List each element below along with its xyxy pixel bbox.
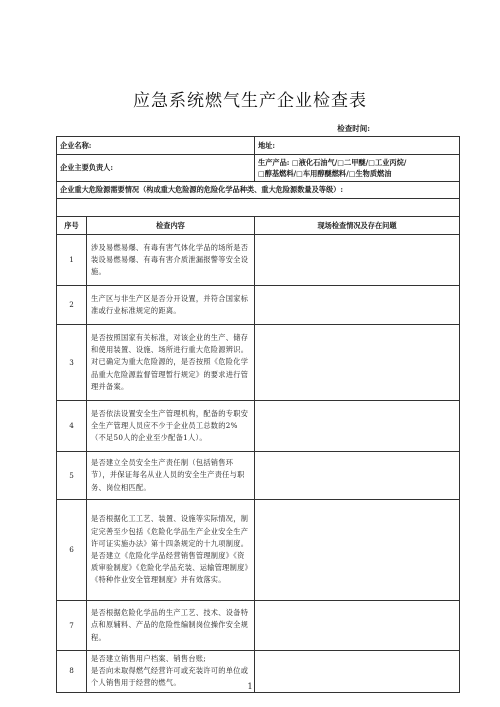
company-name-label: 企业名称: [57, 137, 255, 155]
inspection-table [56, 136, 460, 693]
table-row [57, 286, 460, 325]
page-number: 1 [247, 682, 253, 691]
row-content: 是否根据危险化学品的生产工艺、技术、设备特点和原辅料、产品的危险性编制岗位操作安全规程。 [87, 601, 255, 651]
table-row [57, 601, 460, 651]
row-status-cell [255, 500, 460, 601]
row-no: 7 [57, 601, 87, 651]
row-no: 2 [57, 286, 87, 325]
row-no: 5 [57, 452, 87, 500]
row-content: 生产区与非生产区是否分开设置，并符合国家标准或行业标准规定的距离。 [87, 286, 255, 325]
address-label: 地址: [255, 137, 460, 155]
row-no: 3 [57, 325, 87, 401]
row-no: 8 [57, 651, 87, 693]
row-status-cell [255, 601, 460, 651]
row-content: 是否建立销售用户档案、销售台账; 是否向未取得燃气经营许可或充装许可的单位或个人销售用于经营的燃气。 [87, 651, 255, 693]
table-row [57, 235, 460, 286]
products-cell [255, 155, 460, 182]
header-no: 序号 [57, 217, 87, 235]
products-line-1: 生产产品: □液化石油气/□二甲醚/□工业丙烷/ [258, 158, 407, 167]
hazard-source-label: 企业重大危险源需要情况（构成重大危险源的危险化学品种类、重大危险源数量及等级）: [57, 182, 460, 199]
row-content: 涉及易燃易爆、有毒有害气体化学品的场所是否装设易燃易爆、有毒有害介质泄漏报警等安全设施。 [87, 235, 255, 286]
row-content: 是否建立全员安全生产责任制（包括销售环节），并保证每名从业人员的安全生产责任与职务、岗位相匹配。 [87, 452, 255, 500]
row-status-cell [255, 401, 460, 452]
row-content: 是否按照国家有关标准，对该企业的生产、储存和使用装置、设施、场所进行重大危险源辨识。对已确定为重大危险源的，是否按照《危险化学品重大危险源监督管理暂行规定》的要求进行管理并备案。 [87, 325, 255, 401]
table-row [57, 500, 460, 601]
check-time-label: 检查时间: [337, 124, 370, 133]
table-row [57, 452, 460, 500]
row-status-cell [255, 452, 460, 500]
row-status-cell [255, 286, 460, 325]
row-no: 6 [57, 500, 87, 601]
table-row [57, 401, 460, 452]
table-row [57, 325, 460, 401]
row-status-cell [255, 235, 460, 286]
row-no: 1 [57, 235, 87, 286]
page-title: 应急系统燃气生产企业检查表 [133, 91, 367, 111]
header-status: 现场检查情况及存在问题 [255, 217, 460, 235]
header-content: 检查内容 [87, 217, 255, 235]
hazard-source-blank [57, 199, 460, 217]
products-line-2: □醇基燃料/□车用醇醚燃料/□生物质燃油 [258, 169, 392, 178]
row-no: 4 [57, 401, 87, 452]
responsible-label: 企业主要负责人: [57, 155, 255, 182]
row-content: 是否依法设置安全生产管理机构，配备的专职安全生产管理人员应不少于企业员工总数的2%（不足50人的企业至少配备1人）。 [87, 401, 255, 452]
row-status-cell [255, 325, 460, 401]
row-content: 是否根据化工工艺、装置、设施等实际情况，制定完善至少包括《危险化学品生产企业安全生产许可证实施办法》第十四条规定的十九项制度。是否建立《危险化学品经营销售管理制度》《资质审验制度》《危险化学品充装、运输管理制度》《特种作业安全管理制度》并有效落实。 [87, 500, 255, 601]
